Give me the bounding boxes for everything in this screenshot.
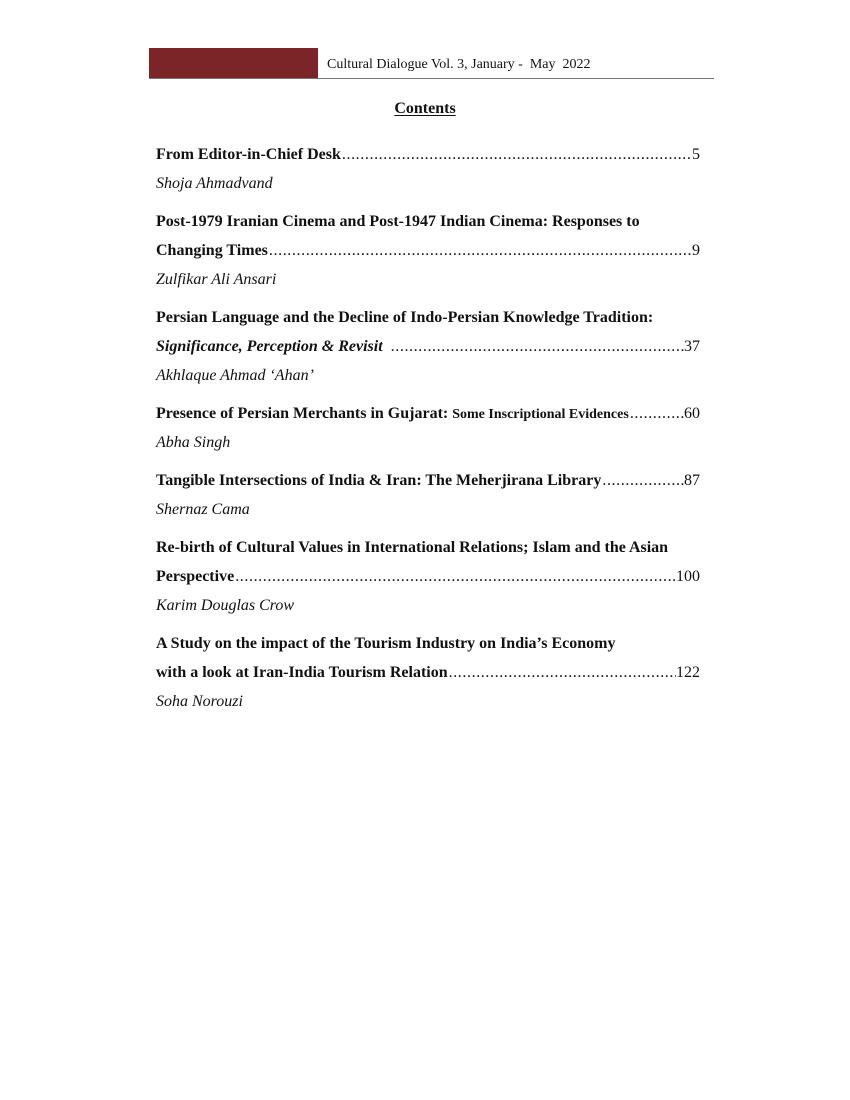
toc-entry[interactable] [156,533,700,620]
toc-entry-author: Soha Norouzi [156,693,243,710]
toc-entry-author: Shernaz Cama [156,501,250,518]
toc-entry-title-line-1[interactable]: Persian Language and the Decline of Indo-Persian Knowledge Tradition: [156,309,654,326]
toc-entry-title [156,332,383,361]
toc-entry[interactable] [156,399,700,457]
dot-leader [629,399,684,428]
toc-page-number: 100 [676,568,700,585]
toc-entry-author: Akhlaque Ahmad ‘Ahan’ [156,367,314,384]
toc-entry-author: Shoja Ahmadvand [156,175,273,192]
toc-entry[interactable] [156,303,700,390]
toc-entry-title [156,399,629,429]
toc-entry-author: Karim Douglas Crow [156,597,295,614]
toc-entry-title-italic: Significance, Perception & Revisit [156,338,383,355]
toc-entry[interactable] [156,207,700,294]
toc-entry-title-line[interactable] [156,236,700,265]
running-header [149,48,714,79]
toc-entry-author: Abha Singh [156,434,231,451]
toc-page-number: 37 [684,338,700,355]
toc-page-number: 5 [692,146,700,163]
toc-page-number: 87 [684,472,700,489]
dot-leader [234,562,676,591]
toc-entry-title: Tangible Intersections of India & Iran: The Meherjirana Library [156,472,602,489]
toc-page-number: 9 [692,242,700,259]
toc-entry-author: Zulfikar Ali Ansari [156,271,277,288]
toc-entry-title-line[interactable] [156,562,700,591]
header-accent-bar [149,48,318,78]
header-rule [149,78,714,79]
toc-entry-title-line[interactable] [156,332,700,361]
toc-entry-title: Perspective [156,568,235,585]
toc-entry-title-line[interactable] [156,140,700,169]
toc-entry[interactable] [156,140,700,198]
toc-entry-title-line[interactable] [156,466,700,495]
toc-entry-title: Changing Times [156,242,268,259]
toc-page-number: 60 [684,405,700,422]
toc-entry[interactable] [156,629,700,716]
toc-entry-title-line-1[interactable]: Post-1979 Iranian Cinema and Post-1947 Indian Cinema: Responses to [156,213,640,230]
dot-leader [383,332,684,361]
toc-entry-title-line-1[interactable]: A Study on the impact of the Tourism Industry on India’s Economy [156,635,616,652]
toc-entry-title-line[interactable] [156,399,700,428]
dot-leader [601,466,684,495]
contents-heading: Contents [394,100,456,117]
toc-entry-title-line[interactable] [156,658,700,687]
toc-entry[interactable] [156,466,700,524]
table-of-contents [156,140,700,725]
dot-leader [268,236,692,265]
dot-leader [448,658,676,687]
toc-entry-title: with a look at Iran-India Tourism Relation [156,664,448,681]
toc-page-number: 122 [676,664,700,681]
journal-title: Cultural Dialogue Vol. 3, January - May 2022 [327,57,591,72]
toc-entry-title-line-1[interactable]: Re-birth of Cultural Values in International Relations; Islam and the Asian [156,539,669,556]
dot-leader [341,140,692,169]
toc-entry-title: From Editor-in-Chief Desk [156,146,341,163]
toc-entry-subtitle: Some Inscriptional Evidences [452,407,629,422]
toc-entry-title-main: Presence of Persian Merchants in Gujarat: [156,405,453,422]
